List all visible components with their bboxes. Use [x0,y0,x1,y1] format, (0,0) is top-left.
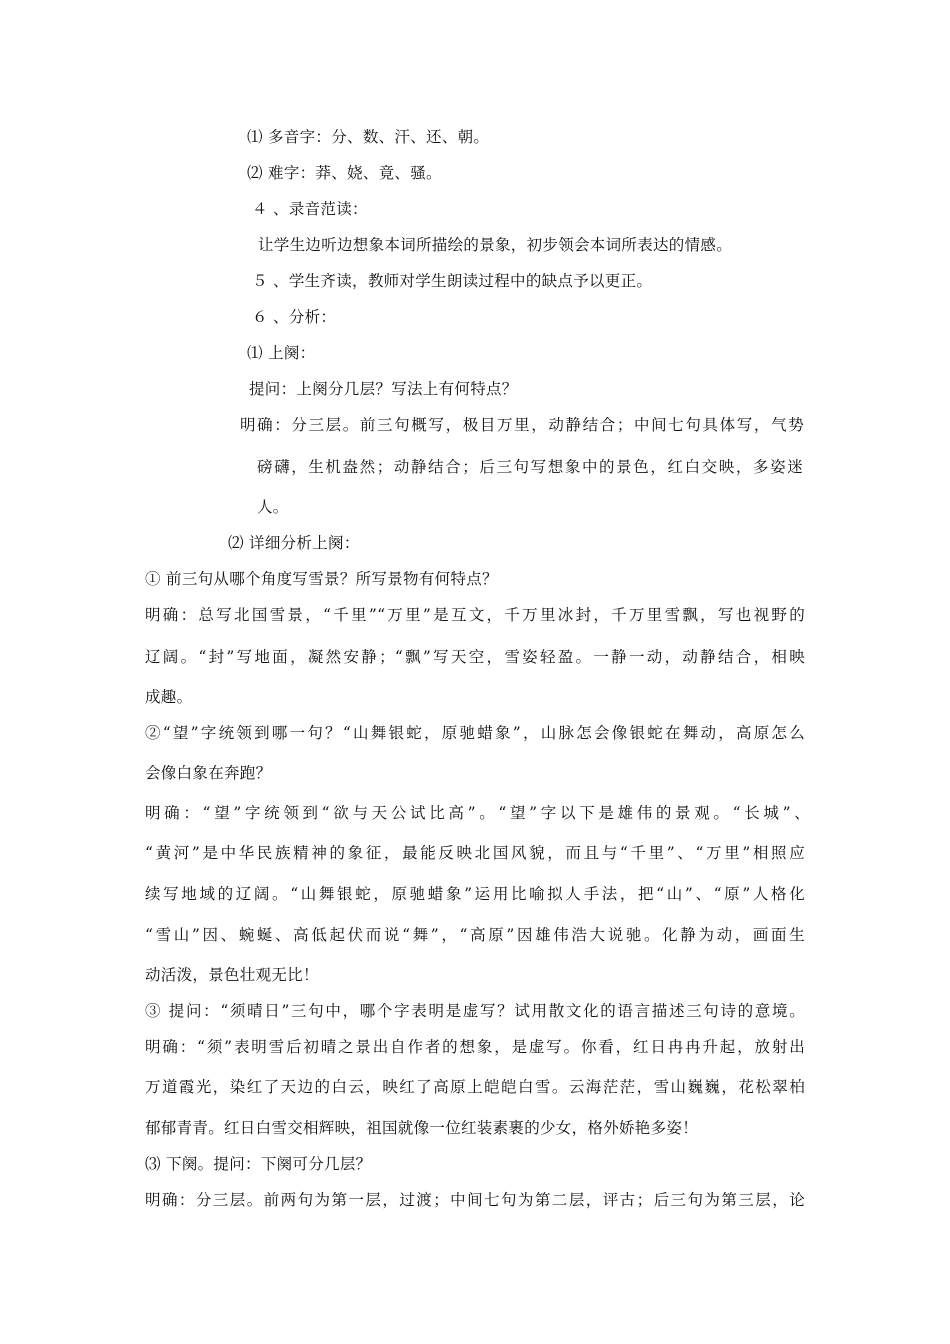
text-line: “雪山”因、蜿蜒、高低起伏而说“舞”，“高原”因雄伟浩大说驰。化静为动，画面生 [145,926,805,944]
text-line: 明确：“望”字统领到“欲与天公试比高”。“望”字以下是雄伟的景观。“长城”、 [145,804,810,822]
text-line: 人。 [257,498,289,516]
text-line: ⑵ 详细分析上阕： [228,534,360,552]
text-line: 让学生边听边想象本词所描绘的景象，初步领会本词所表达的情感。 [258,236,733,254]
text-line: ⑴ 上阕： [247,344,316,362]
text-line: ③ 提问：“须晴日”三句中，哪个字表明是虚写？试用散文化的语言描述三句诗的意境。 [145,1002,805,1020]
text-line: 会像白象在奔跑？ [145,764,272,782]
text-line: 提问：上阕分几层？写法上有何特点？ [249,380,518,398]
text-line: 明确：分三层。前三句概写，极目万里，动静结合；中间七句具体写，气势 [240,416,804,434]
text-line: ６ 、分析： [252,308,337,326]
text-line: 续写地域的辽阔。“山舞银蛇，原驰蜡象”运用比喻拟人手法，把“山”、“原”人格化 [145,885,805,903]
text-line: ５ 、学生齐读，教师对学生朗读过程中的缺点予以更正。 [252,272,653,290]
text-line: ４ 、录音范读： [252,200,368,218]
text-line: 明确：“须”表明雪后初晴之景出自作者的想象，是虚写。你看，红日冉冉升起，放射出 [145,1038,805,1056]
text-line: ⑶ 下阕。提问：下阕可分几层？ [145,1155,372,1173]
text-line: ②“望”字统领到哪一句？“山舞银蛇，原驰蜡象”，山脉怎会像银蛇在舞动，高原怎么 [145,724,805,742]
text-line: 明确：分三层。前两句为第一层，过渡；中间七句为第二层，评古；后三句为第三层，论 [145,1191,805,1209]
text-line: 成趣。 [145,688,193,706]
text-line: 郁郁青青。红日白雪交相辉映，祖国就像一位红装素裹的少女，格外娇艳多姿！ [145,1119,699,1137]
text-line: “黄河”是中华民族精神的象征，最能反映北国风貌，而且与“千里”、“万里”相照应 [145,844,805,862]
text-line: 明确：总写北国雪景，“千里”“万里”是互文，千万里冰封，千万里雪飘，写也视野的 [145,606,805,624]
text-line: 万道霞光，染红了天边的白云，映红了高原上皑皑白雪。云海茫茫，雪山巍巍，花松翠柏 [145,1078,805,1096]
text-line: 辽阔。“封”写地面，凝然安静；“飘”写天空，雪姿轻盈。一静一动，动静结合，相映 [145,648,805,666]
text-line: ⑴ 多音字：分、数、汗、还、朝。 [247,128,490,146]
text-line: 动活泼，景色壮观无比！ [145,966,319,984]
text-line: 磅礴，生机盎然；动静结合；后三句写想象中的景色，红白交映，多姿迷 [257,458,803,476]
text-line: ⑵ 难字：莽、娆、竟、骚。 [247,164,442,182]
text-line: ① 前三句从哪个角度写雪景？所写景物有何特点？ [145,570,498,588]
